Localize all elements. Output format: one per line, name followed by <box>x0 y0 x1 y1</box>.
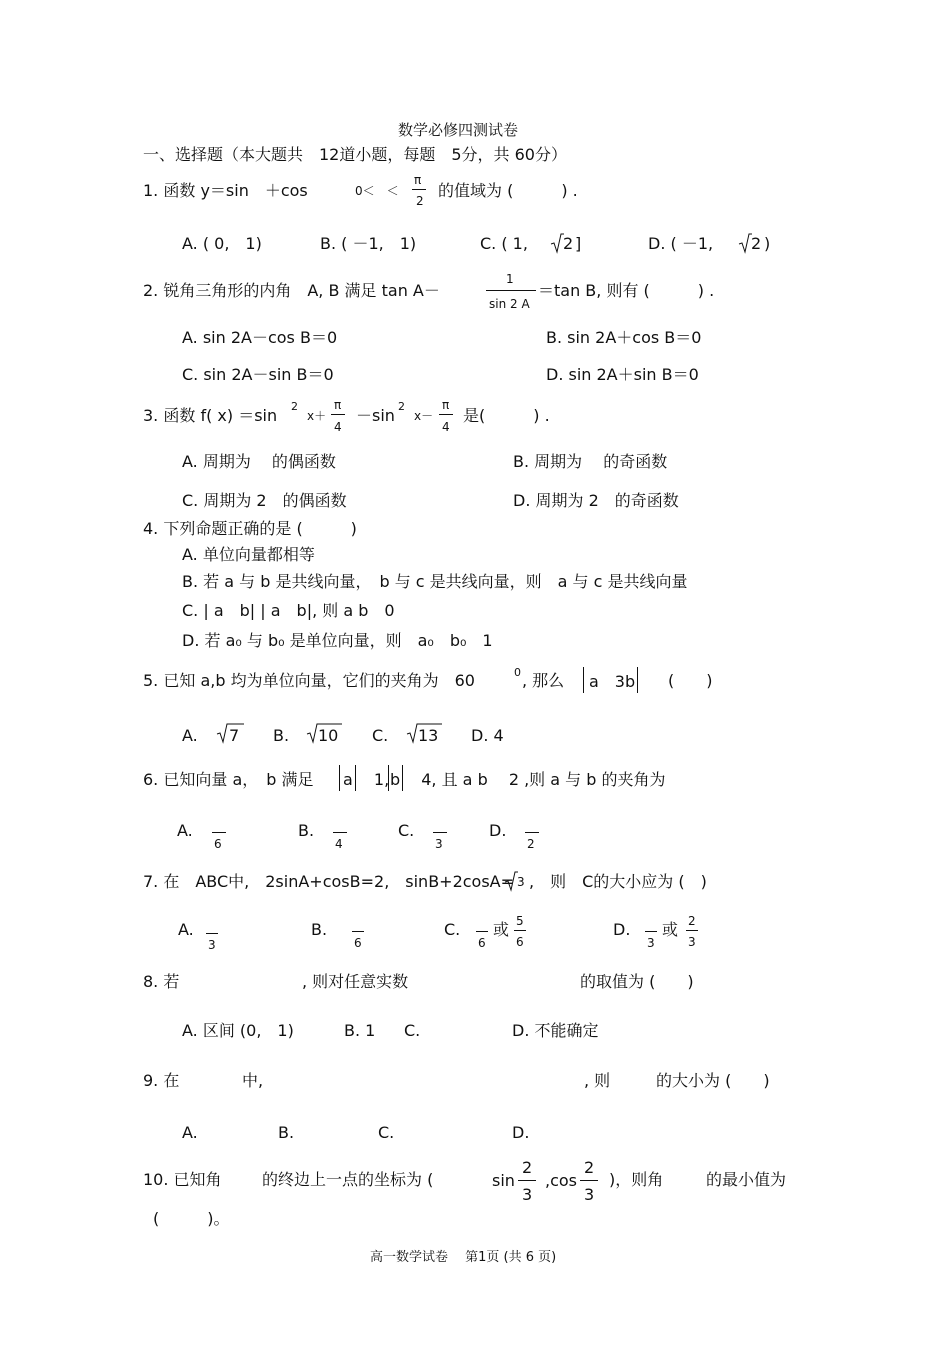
q3-sup1: 2 <box>291 400 298 413</box>
q3-minus-sin: －sin <box>356 406 395 425</box>
q10-stem-3: )，则角 <box>609 1170 664 1189</box>
q9-option-c: C. <box>378 1123 395 1142</box>
q6-mid: a 1, <box>343 770 390 789</box>
q2-numerator: 1 <box>506 272 514 286</box>
q5-option-c: C. <box>372 726 389 745</box>
q7-option-d-den1: 3 <box>647 936 655 950</box>
q10-den1: 3 <box>522 1185 533 1204</box>
q10-stem-2: 的终边上一点的坐标为 ( <box>262 1170 434 1189</box>
q10-num1: 2 <box>522 1158 533 1177</box>
q9-stem-4: 的大小为 ( ) <box>656 1071 770 1090</box>
q1-option-c-radicand: 2 <box>563 234 574 253</box>
q8-option-b: B. 1 <box>344 1021 376 1040</box>
q7-option-d-num2: 2 <box>688 914 696 928</box>
q1-condition: 0＜ ＜ <box>355 184 399 198</box>
q6-option-c-den: 3 <box>435 837 443 851</box>
section-heading: 一、选择题（本大题共 12道小题，每题 5分，共 60分） <box>143 145 567 164</box>
q5-paren: ( ) <box>668 671 713 690</box>
q5-option-a-radicand: 7 <box>229 726 240 745</box>
q1-tail: 的值域为 ( ) . <box>438 181 578 200</box>
q1-option-a: A. ( 0, 1) <box>182 234 262 253</box>
q3-x-plus: x＋ <box>307 409 327 423</box>
q5-tail: , 那么 <box>522 671 565 690</box>
q7-option-b-den: 6 <box>354 936 362 950</box>
q9-option-d: D. <box>512 1123 530 1142</box>
q5-option-c-radicand: 13 <box>418 726 439 745</box>
q6-option-c: C. <box>398 821 415 840</box>
q7-radicand: 3 <box>517 875 525 889</box>
q7-option-d-den2: 3 <box>688 935 696 949</box>
q1-option-b: B. ( －1, 1) <box>320 234 417 253</box>
q9-option-b: B. <box>278 1123 295 1142</box>
q6-option-b-den: 4 <box>335 837 343 851</box>
q7-option-a: A. <box>178 920 194 939</box>
q1-stem: 1. 函数 y＝sin ＋cos <box>143 181 324 200</box>
q5-stem: 5. 已知 a,b 均为单位向量，它们的夹角为 60 <box>143 671 475 690</box>
q9-stem-3: , 则 <box>584 1071 611 1090</box>
q4-option-a: A. 单位向量都相等 <box>182 545 315 564</box>
q1-two: 2 <box>416 194 424 208</box>
q3-four1: 4 <box>334 420 342 434</box>
q10-den2: 3 <box>584 1185 595 1204</box>
q5-option-b: B. <box>273 726 290 745</box>
q3-stem: 3. 函数 f( x) ＝sin <box>143 406 278 425</box>
q10-cos: ,cos <box>545 1171 578 1190</box>
q10-sin: sin <box>492 1171 515 1190</box>
sqrt-icon <box>550 232 564 254</box>
q10-stem-1: 10. 已知角 <box>143 1170 222 1189</box>
q7-option-a-den: 3 <box>208 938 216 952</box>
q1-option-c-end: ] <box>575 234 582 253</box>
q3-tail: 是( ) . <box>463 406 550 425</box>
q2-option-d: D. sin 2A＋sin B＝0 <box>546 365 699 384</box>
q8-stem-2: , 则对任意实数 <box>302 972 409 991</box>
q3-option-b: B. 周期为 的奇函数 <box>513 452 668 471</box>
q5-option-d: D. 4 <box>471 726 504 745</box>
q9-stem-1: 9. 在 <box>143 1071 180 1090</box>
q7-option-c: C. <box>444 920 461 939</box>
q4-option-d: D. 若 a₀ 与 b₀ 是单位向量，则 a₀ b₀ 1 <box>182 631 493 650</box>
q10-stem-4: 的最小值为 <box>706 1170 787 1189</box>
q8-stem-3: 的取值为 ( ) <box>580 972 694 991</box>
q7-option-d: D. <box>613 920 631 939</box>
q5-expression: a 3b <box>589 672 636 691</box>
q7-option-b: B. <box>311 920 328 939</box>
q2-option-c: C. sin 2A－sin B＝0 <box>182 365 334 384</box>
q6-stem: 6. 已知向量 a， b 满足 <box>143 770 314 789</box>
q2-stem: 2. 锐角三角形的内角 A, B 满足 tan A－ <box>143 281 440 300</box>
q6-option-d: D. <box>489 821 507 840</box>
q7-option-d-or: 或 <box>662 920 679 939</box>
q6-option-a: A. <box>177 821 193 840</box>
q3-pi1: π <box>334 398 342 412</box>
q1-pi: π <box>414 173 422 187</box>
q3-sup2: 2 <box>398 400 405 413</box>
q2-option-b: B. sin 2A＋cos B＝0 <box>546 328 702 347</box>
page-title: 数学必修四测试卷 <box>398 121 519 139</box>
q1-option-c: C. ( 1, <box>480 234 528 253</box>
q6-option-b: B. <box>298 821 315 840</box>
sqrt-icon <box>738 232 752 254</box>
q8-option-d: D. 不能确定 <box>512 1021 599 1040</box>
q6-mid2: b 4, 且 a b 2 ,则 a 与 b 的夹角为 <box>390 770 666 789</box>
q4-option-c: C. | a b| | a b|, 则 a b 0 <box>182 601 395 620</box>
q6-option-a-den: 6 <box>214 837 222 851</box>
q3-option-d: D. 周期为 2 的奇函数 <box>513 491 679 510</box>
q3-option-c: C. 周期为 2 的偶函数 <box>182 491 347 510</box>
q7-tail: , 则 C的大小应为 ( ) <box>529 872 707 891</box>
q8-option-c: C. <box>404 1021 421 1040</box>
q10-paren: ( )。 <box>153 1209 230 1228</box>
page-footer: 高一数学试卷 第1页 (共 6 页) <box>370 1250 557 1265</box>
q3-pi2: π <box>442 398 450 412</box>
q3-four2: 4 <box>442 420 450 434</box>
q2-denominator: sin 2 A <box>489 297 530 311</box>
q1-option-d: D. ( －1, <box>648 234 714 253</box>
q3-option-a: A. 周期为 的偶函数 <box>182 452 336 471</box>
q8-stem-1: 8. 若 <box>143 972 180 991</box>
q9-stem-2: 中, <box>242 1071 264 1090</box>
q5-degree: 0 <box>514 666 521 679</box>
q2-option-a: A. sin 2A－cos B＝0 <box>182 328 338 347</box>
q7-option-c-num2: 5 <box>516 914 524 928</box>
q4-stem: 4. 下列命题正确的是 ( ) <box>143 519 357 538</box>
q2-tail: ＝tan B, 则有 ( ) . <box>538 281 715 300</box>
sqrt-icon <box>504 870 518 892</box>
q9-option-a: A. <box>182 1123 198 1142</box>
q4-option-b: B. 若 a 与 b 是共线向量， b 与 c 是共线向量，则 a 与 c 是共线向量 <box>182 572 688 591</box>
q5-option-a: A. <box>182 726 198 745</box>
q1-option-d-end: ) <box>764 234 771 253</box>
q7-option-c-den2: 6 <box>516 935 524 949</box>
q5-option-b-radicand: 10 <box>318 726 339 745</box>
q10-num2: 2 <box>584 1158 595 1177</box>
q8-option-a: A. 区间 (0, 1) <box>182 1021 294 1040</box>
q1-option-d-radicand: 2 <box>751 234 762 253</box>
q7-stem: 7. 在 ABC中, 2sinA+cosB=2, sinB+2cosA= <box>143 872 515 891</box>
q7-option-c-or: 或 <box>493 920 510 939</box>
q6-option-d-den: 2 <box>527 837 535 851</box>
q7-option-c-den1: 6 <box>478 936 486 950</box>
q3-x-minus: x－ <box>414 409 434 423</box>
